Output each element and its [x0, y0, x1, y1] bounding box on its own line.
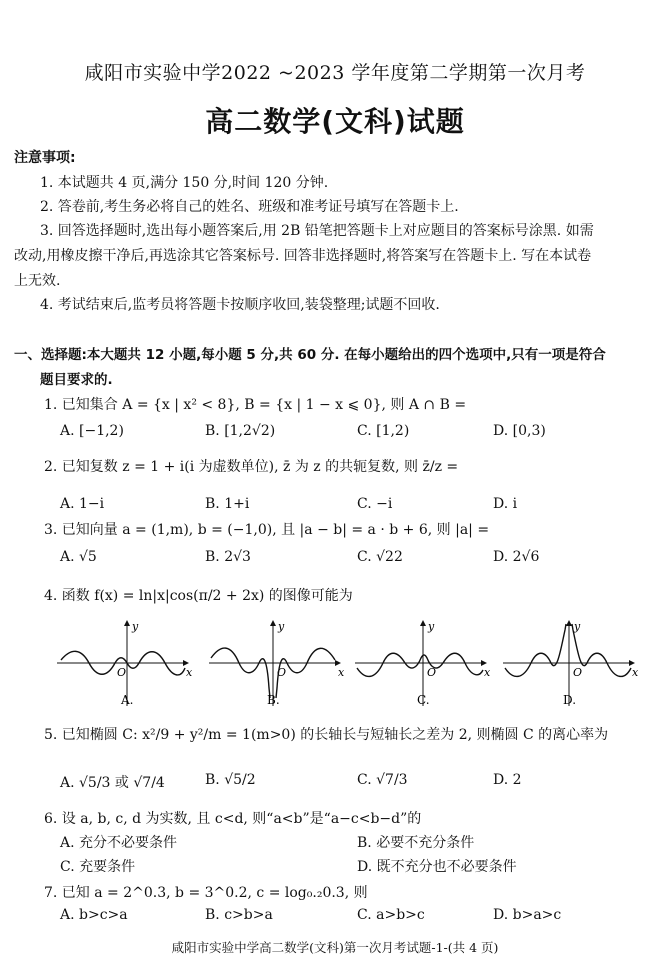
graph-c-curve [357, 653, 483, 676]
graph-a-y-arrow [124, 620, 130, 626]
graph-d-origin-label: O [573, 666, 583, 679]
graph-b-x-label: x [338, 666, 345, 679]
question-1-option-b[interactable]: B. [1,2√2) [205, 423, 276, 439]
note-3c: 上无效. [14, 273, 61, 289]
graph-d-x-label: x [632, 666, 639, 679]
question-4-graphs [55, 618, 655, 708]
graph-c[interactable] [353, 618, 493, 708]
question-7-option-c[interactable]: C. a>b>c [357, 907, 425, 923]
question-1-stem: 1. 已知集合 A = {x | x² < 8}, B = {x | 1 − x ⩽ 0}, 则 A ∩ B = [44, 397, 467, 413]
question-7-option-d[interactable]: D. b>a>c [493, 907, 562, 923]
question-6-option-d[interactable]: D. 既不充分也不必要条件 [357, 859, 517, 875]
graph-a-x-label: x [186, 666, 193, 679]
question-3-option-c[interactable]: C. √22 [357, 549, 403, 565]
question-5-option-a[interactable]: A. √5/3 或 √7/4 [60, 775, 165, 791]
graph-d[interactable] [501, 618, 641, 708]
question-3-option-a[interactable]: A. √5 [60, 549, 97, 565]
note-3a: 3. 回答选择题时,选出每小题答案后,用 2B 铅笔把答题卡上对应题目的答案标号涂黑. 如需 [40, 223, 594, 239]
question-1-option-d[interactable]: D. [0,3) [493, 423, 546, 439]
question-5-option-c[interactable]: C. √7/3 [357, 772, 408, 788]
graph-a-origin-label: O [117, 666, 127, 679]
question-6-option-a[interactable]: A. 充分不必要条件 [60, 835, 178, 851]
section-heading: 一、选择题:本大题共 12 小题,每小题 5 分,共 60 分. 在每小题给出的四个选项中,只有一项是符合 [14, 347, 606, 363]
graph-d-curve [505, 624, 631, 676]
question-2-option-a[interactable]: A. 1−i [60, 496, 105, 512]
question-7-option-b[interactable]: B. c>b>a [205, 907, 273, 923]
graph-c-y-arrow [420, 620, 426, 626]
question-5-option-d[interactable]: D. 2 [493, 772, 522, 788]
graph-b[interactable] [207, 618, 347, 708]
graph-c-y-label: y [428, 620, 435, 633]
graph-a[interactable] [55, 618, 195, 708]
question-2-option-b[interactable]: B. 1+i [205, 496, 250, 512]
graph-b-y-arrow [270, 620, 276, 626]
question-7-option-a[interactable]: A. b>c>a [60, 907, 128, 923]
question-1-option-c[interactable]: C. [1,2) [357, 423, 410, 439]
exam-title: 高二数学(文科)试题 [205, 105, 465, 138]
question-6-option-c[interactable]: C. 充要条件 [60, 859, 136, 875]
graph-a-y-label: y [132, 620, 139, 633]
graph-a-plot [55, 618, 195, 708]
question-2-option-d[interactable]: D. i [493, 496, 518, 512]
question-1-option-a[interactable]: A. [−1,2) [60, 423, 124, 439]
question-3-option-b[interactable]: B. 2√3 [205, 549, 251, 565]
section-heading-cont: 题目要求的. [40, 372, 113, 388]
graph-b-y-label: y [278, 620, 285, 633]
graph-c-x-label: x [484, 666, 491, 679]
graph-c-label: C. [417, 693, 430, 707]
graph-b-origin-label: O [277, 666, 287, 679]
question-7-stem: 7. 已知 a = 2^0.3, b = 3^0.2, c = log₀.₂0.3, 则 [44, 885, 368, 901]
graph-c-origin-label: O [427, 666, 437, 679]
page-footer: 咸阳市实验中学高二数学(文科)第一次月考试题-1-(共 4 页) [171, 940, 499, 955]
question-4-stem: 4. 函数 f(x) = ln|x|cos(π/2 + 2x) 的图像可能为 [44, 588, 353, 604]
exam-header: 咸阳市实验中学2022 ~2023 学年度第二学期第一次月考 [84, 62, 586, 84]
question-2-option-c[interactable]: C. −i [357, 496, 393, 512]
graph-d-label: D. [563, 693, 577, 707]
graph-b-plot [207, 618, 347, 708]
note-3b: 改动,用橡皮擦干净后,再选涂其它答案标号. 回答非选择题时,将答案写在答题卡上. 写在本试卷 [14, 248, 592, 264]
graph-a-label: A. [121, 693, 134, 707]
graph-d-plot [501, 618, 641, 708]
note-1: 1. 本试题共 4 页,满分 150 分,时间 120 分钟. [40, 175, 329, 191]
question-2-stem: 2. 已知复数 z = 1 + i(i 为虚数单位), z̄ 为 z 的共轭复数, 则 z̄/z = [44, 459, 459, 475]
question-5-stem: 5. 已知椭圆 C: x²/9 + y²/m = 1(m>0) 的长轴长与短轴长之差为 2, 则椭圆 C 的离心率为 [44, 727, 609, 743]
question-6-stem: 6. 设 a, b, c, d 为实数, 且 c<d, 则“a<b”是“a−c<b−d”的 [44, 811, 422, 827]
question-3-option-d[interactable]: D. 2√6 [493, 549, 540, 565]
note-4: 4. 考试结束后,监考员将答题卡按顺序收回,装袋整理;试题不回收. [40, 297, 440, 313]
question-5-option-b[interactable]: B. √5/2 [205, 772, 256, 788]
question-3-stem: 3. 已知向量 a = (1,m), b = (−1,0), 且 |a − b| = a · b + 6, 则 |a| = [44, 522, 490, 538]
graph-d-y-label: y [574, 620, 581, 633]
notes-heading: 注意事项: [14, 150, 76, 166]
note-2: 2. 答卷前,考生务必将自己的姓名、班级和准考证号填写在答题卡上. [40, 199, 459, 215]
graph-c-plot [353, 618, 493, 708]
graph-d-y-arrow [566, 620, 572, 626]
question-6-option-b[interactable]: B. 必要不充分条件 [357, 835, 475, 851]
graph-b-label: B. [267, 693, 280, 707]
